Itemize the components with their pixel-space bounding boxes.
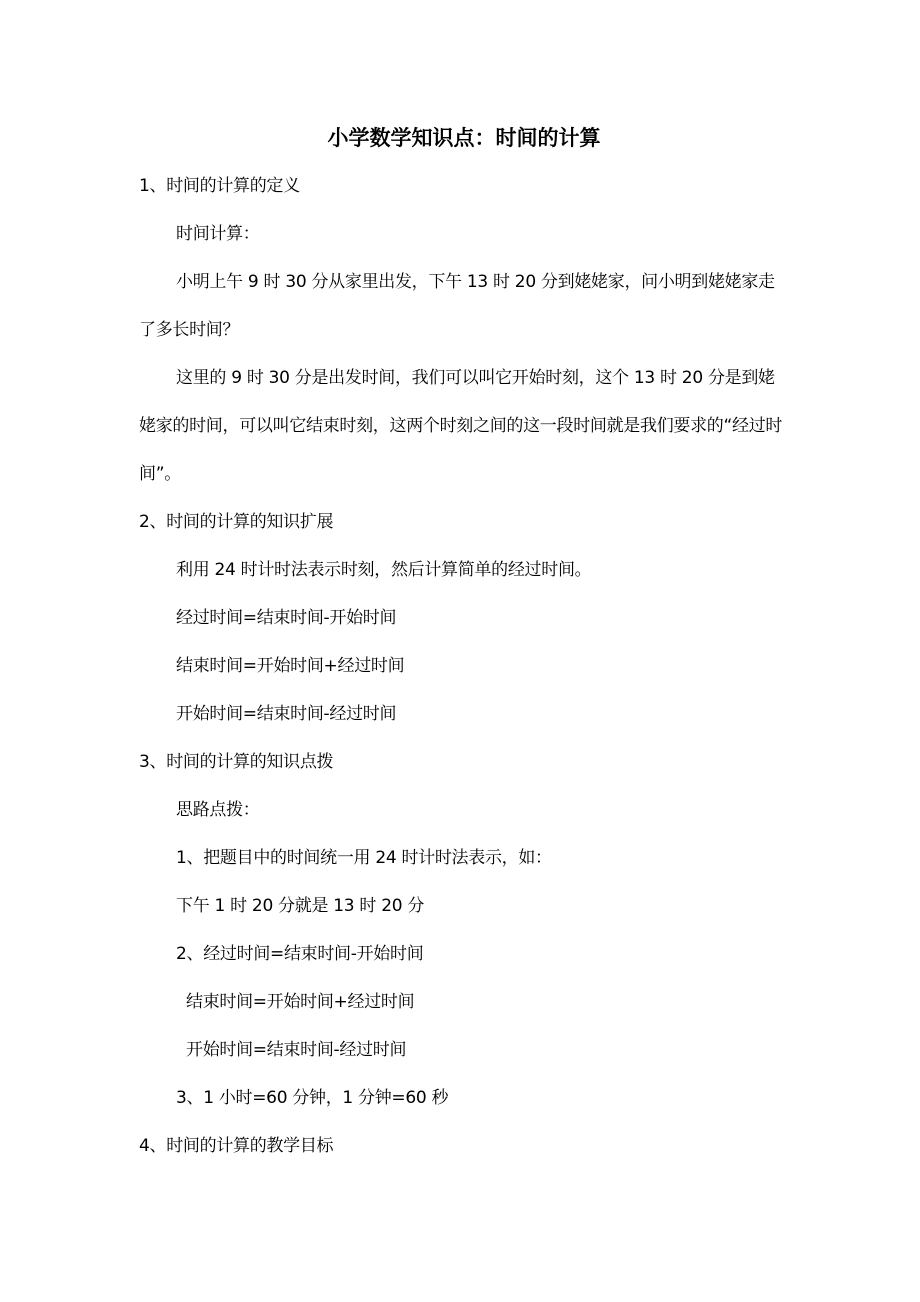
formula-line: 2、经过时间=结束时间-开始时间 bbox=[176, 944, 424, 964]
paragraph: 3、1 小时=60 分钟，1 分钟=60 秒 bbox=[176, 1088, 449, 1108]
document-title: 小学数学知识点：时间的计算 bbox=[327, 126, 601, 150]
paragraph: 下午 1 时 20 分就是 13 时 20 分 bbox=[176, 896, 425, 916]
paragraph: 1、把题目中的时间统一用 24 时计时法表示，如： bbox=[176, 848, 552, 868]
formula-line: 结束时间=开始时间+经过时间 bbox=[176, 656, 405, 676]
section-heading-4: 4、时间的计算的教学目标 bbox=[139, 1136, 334, 1156]
formula-line: 开始时间=结束时间-经过时间 bbox=[176, 704, 397, 724]
paragraph: 利用 24 时计时法表示时刻，然后计算简单的经过时间。 bbox=[176, 560, 592, 580]
section-heading-3: 3、时间的计算的知识点拨 bbox=[139, 752, 334, 772]
paragraph: 小明上午 9 时 30 分从家里出发，下午 13 时 20 分到姥姥家，问小明到姥姥家走了多长时间？ bbox=[139, 272, 775, 340]
formula-line: 开始时间=结束时间-经过时间 bbox=[186, 1040, 407, 1060]
paragraph: 时间计算： bbox=[176, 224, 260, 244]
formula-line: 经过时间=结束时间-开始时间 bbox=[176, 608, 397, 628]
paragraph: 思路点拨： bbox=[176, 800, 260, 820]
section-heading-2: 2、时间的计算的知识扩展 bbox=[139, 512, 334, 532]
formula-line: 结束时间=开始时间+经过时间 bbox=[186, 992, 415, 1012]
section-heading-1: 1、时间的计算的定义 bbox=[139, 176, 300, 196]
paragraph: 这里的 9 时 30 分是出发时间，我们可以叫它开始时刻，这个 13 时 20 分是到姥姥家的时间，可以叫它结束时刻，这两个时刻之间的这一段时间就是我们要求的“经过时间”。 bbox=[139, 368, 783, 484]
